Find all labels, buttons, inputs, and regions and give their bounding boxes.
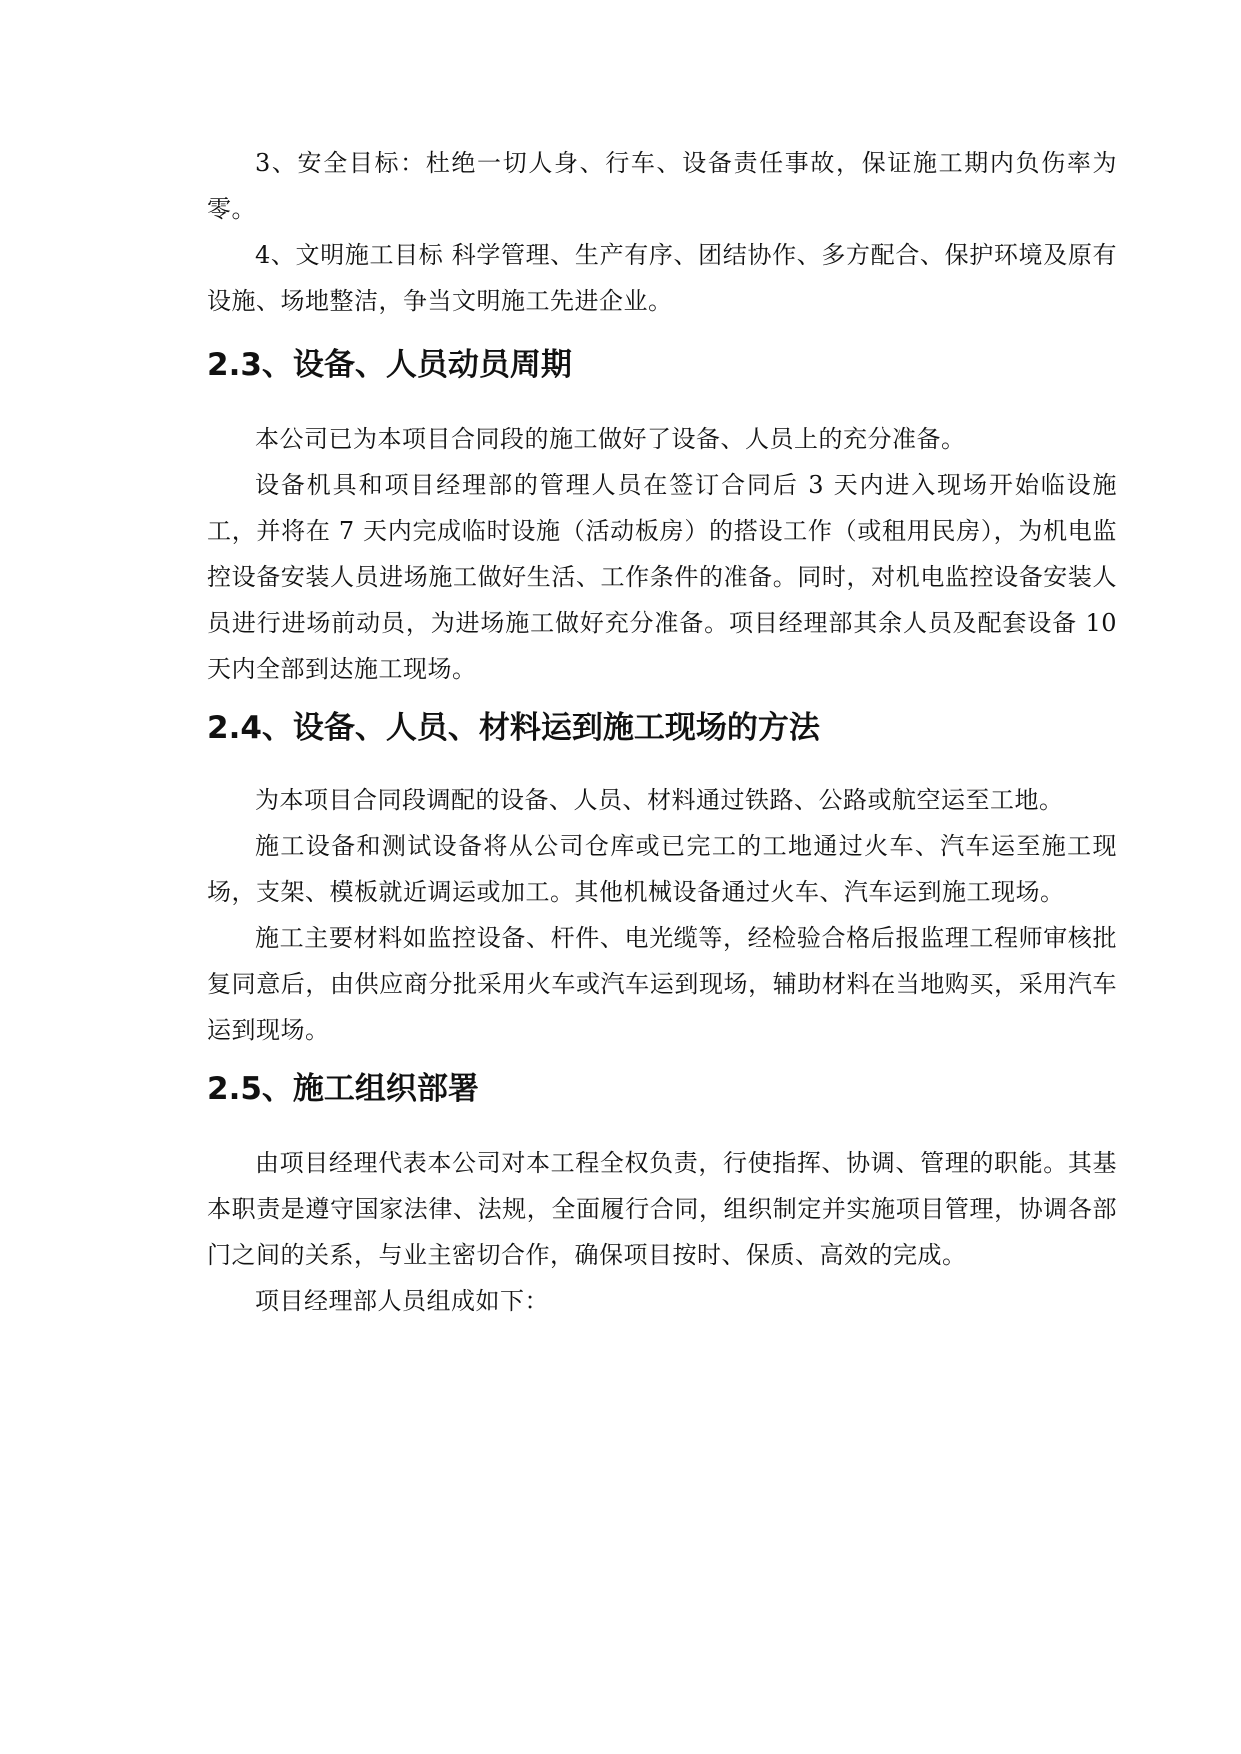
paragraph-2-4-1: 为本项目合同段调配的设备、人员、材料通过铁路、公路或航空运至工地。 xyxy=(255,786,1064,814)
document-body xyxy=(207,140,1117,1324)
paragraph-2-4-2: 施工设备和测试设备将从公司仓库或已完工的工地通过火车、汽车运至施工现场，支架、模板就近调运或加工。其他机械设备通过火车、汽车运到施工现场。 xyxy=(207,832,1117,906)
paragraph-2-5-1: 由项目经理代表本公司对本工程全权负责，行使指挥、协调、管理的职能。其基本职责是遵守国家法律、法规，全面履行合同，组织制定并实施项目管理，协调各部门之间的关系，与业主密切合作，确保项目按时、保质、高效的完成。 xyxy=(207,1149,1117,1269)
paragraph-civilized-construction-goal: 4、文明施工目标 科学管理、生产有序、团结协作、多方配合、保护环境及原有设施、场地整洁，争当文明施工先进企业。 xyxy=(207,241,1117,315)
section-heading-2-5: 2.5、施工组织部署 xyxy=(207,1071,479,1107)
section-heading-2-3: 2.3、设备、人员动员周期 xyxy=(207,347,572,383)
paragraph-2-4-3: 施工主要材料如监控设备、杆件、电光缆等，经检验合格后报监理工程师审核批复同意后，由供应商分批采用火车或汽车运到现场，辅助材料在当地购买，采用汽车运到现场。 xyxy=(207,924,1117,1044)
paragraph-2-3-1: 本公司已为本项目合同段的施工做好了设备、人员上的充分准备。 xyxy=(255,425,966,453)
paragraph-2-3-2: 设备机具和项目经理部的管理人员在签订合同后 3 天内进入现场开始临设施工，并将在 7 天内完成临时设施（活动板房）的搭设工作（或租用民房），为机电监控设备安装人员进场施工做好生活、工作条件的准备。同时，对机电监控设备安装人员进行进场前动员，为进场施工做好充分准备。项目经理部其余人员及配套设备 10 天内全部到达施工现场。 xyxy=(207,471,1117,683)
section-heading-2-4: 2.4、设备、人员、材料运到施工现场的方法 xyxy=(207,710,820,746)
paragraph-2-5-2: 项目经理部人员组成如下： xyxy=(255,1287,549,1315)
paragraph-safety-goal: 3、安全目标：杜绝一切人身、行车、设备责任事故，保证施工期内负伤率为零。 xyxy=(207,149,1117,223)
